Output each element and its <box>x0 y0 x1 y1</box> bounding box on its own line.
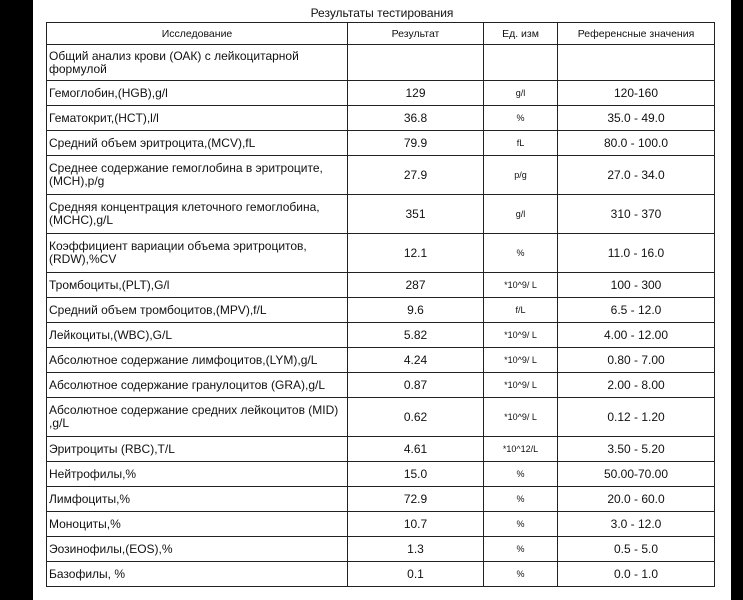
test-name-cell: Средняя концентрация клеточного гемоглобина, (MCHC),g/L <box>47 195 348 234</box>
test-name-cell: Средний объем тромбоцитов,(MPV),f/L <box>47 298 348 323</box>
column-header-unit: Ед. изм <box>484 23 558 45</box>
result-cell: 36.8 <box>348 106 484 131</box>
reference-cell: 2.00 - 8.00 <box>558 373 715 398</box>
unit-cell: % <box>484 462 558 487</box>
unit-cell: fL <box>484 131 558 156</box>
reference-cell: 6.5 - 12.0 <box>558 298 715 323</box>
reference-cell: 0.0 - 1.0 <box>558 562 715 587</box>
table-row <box>47 323 715 348</box>
test-name-cell: Абсолютное содержание средних лейкоцитов (MID) ,g/L <box>47 398 348 437</box>
unit-cell: % <box>484 234 558 273</box>
table-row <box>47 195 715 234</box>
result-cell: 0.87 <box>348 373 484 398</box>
result-cell: 9.6 <box>348 298 484 323</box>
result-cell: 72.9 <box>348 487 484 512</box>
reference-cell: 4.00 - 12.00 <box>558 323 715 348</box>
reference-cell: 0.5 - 5.0 <box>558 537 715 562</box>
report-title: Результаты тестирования <box>310 6 454 20</box>
reference-cell: 35.0 - 49.0 <box>558 106 715 131</box>
result-cell: 4.61 <box>348 437 484 462</box>
unit-cell: *10^9/ L <box>484 273 558 298</box>
result-cell: 287 <box>348 273 484 298</box>
reference-cell: 20.0 - 60.0 <box>558 487 715 512</box>
unit-cell: *10^9/ L <box>484 323 558 348</box>
result-cell: 1.3 <box>348 537 484 562</box>
unit-cell: *10^9/ L <box>484 373 558 398</box>
table-row <box>47 131 715 156</box>
reference-cell: 100 - 300 <box>558 273 715 298</box>
column-header-reference: Референсные значения <box>558 23 715 45</box>
reference-cell: 3.50 - 5.20 <box>558 437 715 462</box>
reference-cell: 50.00-70.00 <box>558 462 715 487</box>
reference-cell: 27.0 - 34.0 <box>558 156 715 195</box>
reference-cell: 11.0 - 16.0 <box>558 234 715 273</box>
unit-cell: % <box>484 562 558 587</box>
result-cell: 10.7 <box>348 512 484 537</box>
test-name-cell: Абсолютное содержание лимфоцитов,(LYM),g/L <box>47 348 348 373</box>
unit-cell: f/L <box>484 298 558 323</box>
table-row <box>47 462 715 487</box>
unit-cell: g/l <box>484 195 558 234</box>
table-row <box>47 537 715 562</box>
test-name-cell: Нейтрофилы,% <box>47 462 348 487</box>
result-cell: 5.82 <box>348 323 484 348</box>
unit-cell: % <box>484 537 558 562</box>
table-row <box>47 234 715 273</box>
result-cell: 27.9 <box>348 156 484 195</box>
table-row <box>47 437 715 462</box>
table-row <box>47 512 715 537</box>
unit-cell: % <box>484 106 558 131</box>
table-row <box>47 106 715 131</box>
unit-cell: % <box>484 512 558 537</box>
unit-cell: % <box>484 487 558 512</box>
unit-cell: g/l <box>484 81 558 106</box>
result-cell: 15.0 <box>348 462 484 487</box>
table-row <box>47 81 715 106</box>
test-name-cell: Базофилы, % <box>47 562 348 587</box>
unit-cell: *10^12/L <box>484 437 558 462</box>
table-row <box>47 273 715 298</box>
group-row <box>47 45 715 81</box>
test-name-cell: Коэффициент вариации объема эритроцитов, (RDW),%CV <box>47 234 348 273</box>
table-row <box>47 487 715 512</box>
result-cell: 79.9 <box>348 131 484 156</box>
reference-cell: 0.80 - 7.00 <box>558 348 715 373</box>
results-table <box>46 22 715 587</box>
test-name-cell: Гематокрит,(HCT),l/l <box>47 106 348 131</box>
unit-cell: *10^9/ L <box>484 398 558 437</box>
test-name-cell: Моноциты,% <box>47 512 348 537</box>
result-cell: 4.24 <box>348 348 484 373</box>
test-name-cell: Абсолютное содержание гранулоцитов (GRA),g/L <box>47 373 348 398</box>
reference-cell: 120-160 <box>558 81 715 106</box>
reference-cell: 80.0 - 100.0 <box>558 131 715 156</box>
result-cell: 129 <box>348 81 484 106</box>
result-cell: 0.1 <box>348 562 484 587</box>
table-row <box>47 348 715 373</box>
test-name-cell: Средний объем эритроцита,(MCV),fL <box>47 131 348 156</box>
column-header-test: Исследование <box>47 23 348 45</box>
table-row <box>47 562 715 587</box>
result-cell: 0.62 <box>348 398 484 437</box>
test-name-cell: Лимфоциты,% <box>47 487 348 512</box>
column-header-result: Результат <box>348 23 484 45</box>
unit-cell: p/g <box>484 156 558 195</box>
test-name-cell: Среднее содержание гемоглобина в эритроците, (MCH),p/g <box>47 156 348 195</box>
group-title: Общий анализ крови (ОАК) с лейкоцитарной формулой <box>47 45 348 81</box>
reference-cell: 3.0 - 12.0 <box>558 512 715 537</box>
result-cell: 12.1 <box>348 234 484 273</box>
table-row <box>47 156 715 195</box>
reference-cell: 310 - 370 <box>558 195 715 234</box>
header-row <box>47 23 715 45</box>
test-name-cell: Эритроциты (RBC),T/L <box>47 437 348 462</box>
test-name-cell: Гемоглобин,(HGB),g/l <box>47 81 348 106</box>
test-name-cell: Эозинофилы,(EOS),% <box>47 537 348 562</box>
table-row <box>47 373 715 398</box>
report-page <box>33 0 731 600</box>
test-name-cell: Лейкоциты,(WBC),G/L <box>47 323 348 348</box>
test-name-cell: Тромбоциты,(PLT),G/l <box>47 273 348 298</box>
unit-cell: *10^9/ L <box>484 348 558 373</box>
table-row <box>47 398 715 437</box>
reference-cell: 0.12 - 1.20 <box>558 398 715 437</box>
result-cell: 351 <box>348 195 484 234</box>
table-row <box>47 298 715 323</box>
